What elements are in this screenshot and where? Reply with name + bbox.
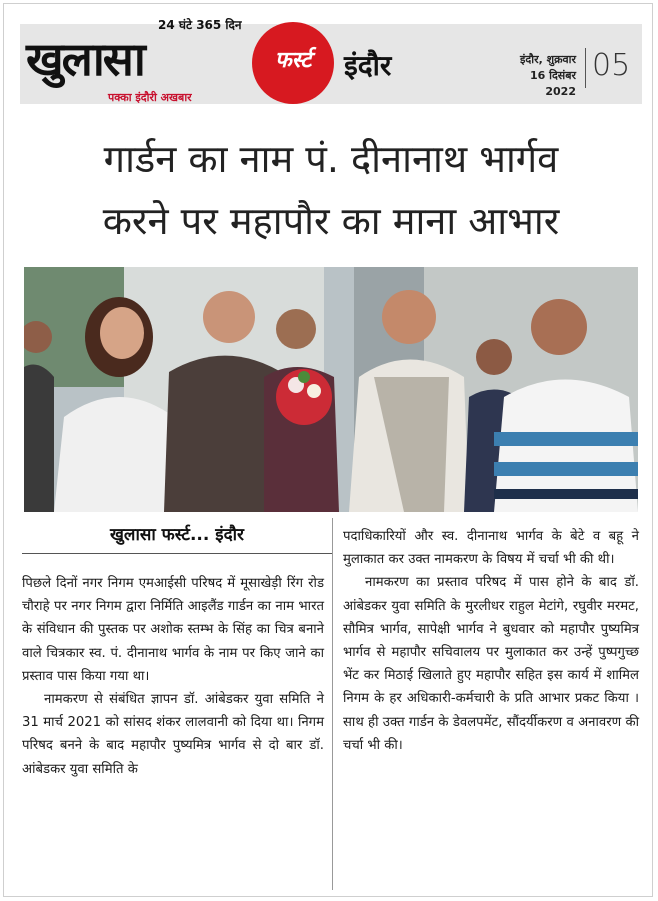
newspaper-logo: खुलासा — [26, 32, 144, 86]
headline-line-2: करने पर महापौर का माना आभार — [102, 199, 560, 243]
headline — [20, 128, 642, 252]
masthead — [20, 16, 642, 104]
paragraph: पिछले दिनों नगर निगम एमआईसी परिषद में मूसाखेड़ी रिंग रोड चौराहे पर नगर निगम द्वारा निर्मिति आइलैंड गार्डन का नाम भारत के संविधान की पुस्तक पर अशोक स्तम्भ के सिंह का चित्र बनाने वाले चित्रकार स्व. पं. दीनानाथ भार्गव के नाम पर किए जाने का प्रस्ताव पास किया गया था। — [22, 576, 324, 684]
dateline-date: 16 दिसंबर 2022 — [529, 69, 576, 98]
group-photo-icon — [24, 267, 638, 512]
paragraph: नामकरण का प्रस्ताव परिषद में पास होने के बाद डॉ. आंबेडकर युवा समिति के मुरलीधर राहुल मेटांगे, रघुवीर मरमट, सौमित्र भार्गव, सापेक्षी भार्गव ने बुधवार को महापौर पुष्यमित्र भार्गव से महापौर सचिवालय पर मुलाकात कर उन्हें पुष्पगुच्छ भेंट कर मिठाई खिलाते हुए महापौर सहित इस कार्य में शामिल निगम के हर अधिकारी-कर्मचारी के प्रति आभार प्रकट किया । साथ ही उक्त गार्डन के डेवलपमेंट, सौंदर्यीकरण व अनावरण की चर्चा भी की। — [343, 575, 639, 753]
brand-circle-icon — [252, 22, 334, 104]
dateline — [498, 52, 576, 100]
news-photo — [24, 267, 638, 512]
page-number-divider — [585, 48, 586, 88]
paragraph: पदाधिकारियों और स्व. दीनानाथ भार्गव के बेटे व बहू ने मुलाकात कर उक्त नामकरण के विषय में चर्चा भी की थी। — [343, 529, 639, 568]
paragraph: नामकरण से संबंधित ज्ञापन डॉ. आंबेडकर युवा समिति ने 31 मार्च 2021 को सांसद शंकर लालवानी को दिया था। निगम परिषद बनने के बाद महापौर पुष्यमित्र भार्गव से दो बार डॉ. आंबेडकर युवा समिति के — [22, 692, 324, 777]
column-divider — [332, 518, 333, 890]
masthead-tagline: 24 घंटे 365 दिन — [158, 18, 242, 32]
edition-city: इंदौर — [344, 49, 392, 82]
article-column-left — [22, 572, 324, 781]
brand-circle-text: फर्स्ट — [274, 48, 312, 73]
byline: खुलासा फर्स्ट... इंदौर — [110, 525, 244, 545]
article-column-right — [343, 525, 639, 757]
headline-line-1: गार्डन का नाम पं. दीनानाथ भार्गव — [103, 137, 559, 181]
dateline-day: इंदौर, शुक्रवार — [520, 53, 576, 66]
byline-rule — [22, 553, 332, 554]
logo-subtitle: पक्का इंदौरी अखबार — [108, 91, 192, 104]
page-number: 05 — [592, 48, 631, 83]
